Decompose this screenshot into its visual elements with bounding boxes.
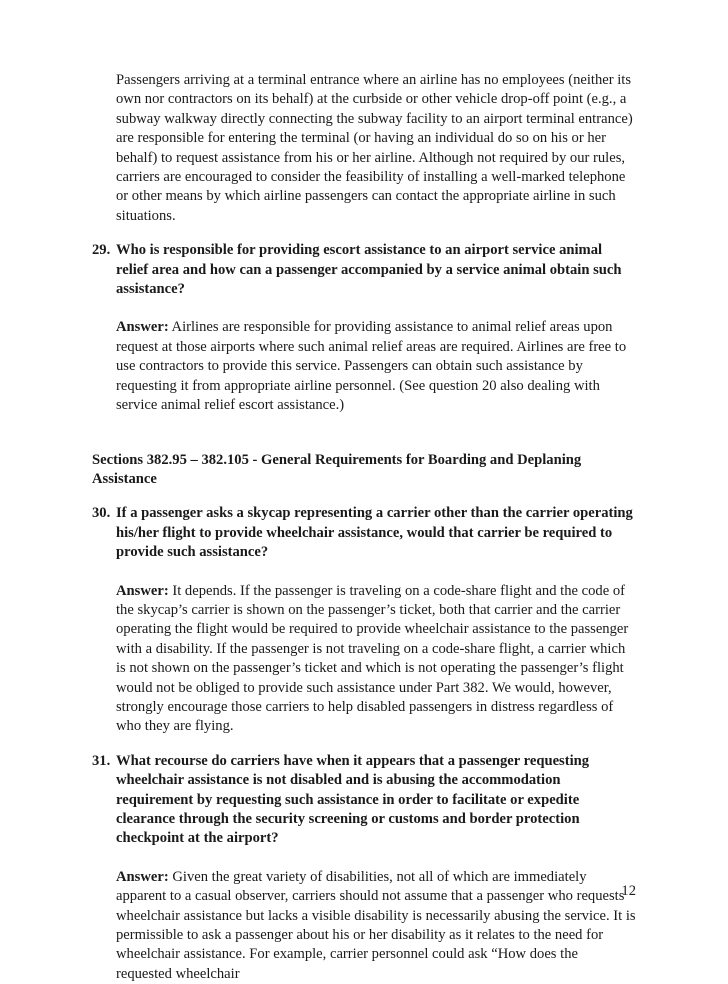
question-text: Who is responsible for providing escort assistance to an airport service animal relief area and how can a passenger accompanied by a service animal obtain such assistance? bbox=[116, 242, 622, 298]
question-number: 30. bbox=[92, 505, 111, 522]
answer-31 bbox=[116, 868, 637, 984]
answer-29 bbox=[116, 318, 637, 415]
intro-paragraph: Passengers arriving at a terminal entrance where an airline has no employees (neither its own nor contractors on its behalf) at the curbside or other vehicle drop-off point (e.g., a subway walkway directly connecting the subway facility to an airport terminal entrance) are responsible for entering the terminal (or having an individual do so on his or her behalf) to request assistance from his or her airline. Although not required by our rules, carriers are encouraged to consider the feasibility of installing a well-marked telephone or other means by which airline passengers can contact the appropriate airline in such situations. bbox=[116, 72, 633, 224]
answer-text: Airlines are responsible for providing assistance to animal relief areas upon request at those airports where such animal relief areas are required. Airlines are free to use contractors to provide this service. Passengers can obtain such assistance by requesting it from appropriate airline personnel. (See question 20 also dealing with service animal relief escort assistance.) bbox=[116, 319, 627, 414]
document-page bbox=[92, 71, 637, 984]
question-text: If a passenger asks a skycap representing a carrier other than the carrier operating his/her flight to provide wheelchair assistance, would that carrier be required to provide such assistance? bbox=[116, 505, 633, 561]
page-number: 12 bbox=[621, 883, 636, 899]
answer-text: Given the great variety of disabilities, not all of which are immediately apparent to a casual observer, carriers should not assume that a passenger who requests wheelchair assistance but lacks a visible disability is necessarily abusing the service. It is permissible to ask a passenger about his or her disability as it relates to the need for wheelchair assistance. For example, carrier personnel could ask “How does the requested wheelchair bbox=[116, 868, 636, 982]
question-31 bbox=[92, 752, 637, 849]
section-heading: Sections 382.95 – 382.105 - General Requirements for Boarding and Deplaning Assistance bbox=[92, 451, 582, 487]
answer-label: Answer: bbox=[116, 868, 169, 885]
answer-label: Answer: bbox=[116, 582, 169, 599]
question-text: What recourse do carriers have when it appears that a passenger requesting wheelchair assistance is not disabled and is abusing the accommodation requirement by requesting such assistance in order to facilitate or expedite clearance through the security screening or customs and border protection checkpoint at the airport? bbox=[116, 752, 590, 847]
answer-label: Answer: bbox=[116, 319, 169, 336]
question-number: 29. bbox=[92, 242, 111, 259]
question-number: 31. bbox=[92, 752, 111, 769]
question-29 bbox=[92, 241, 637, 299]
question-30 bbox=[92, 504, 637, 562]
answer-text: It depends. If the passenger is traveling on a code-share flight and the code of the skycap’s carrier is shown on the passenger’s ticket, both that carrier and the carrier operating the flight would be required to provide wheelchair assistance to the passenger with a disability. If the passenger is not traveling on a code-share flight, a carrier which is not shown on the passenger’s ticket and which is not operating the passenger’s flight would not be obliged to provide such assistance under Part 382. We would, however, strongly encourage those carriers to help disabled passengers in distress regardless of who they are flying. bbox=[116, 582, 629, 735]
answer-30 bbox=[116, 582, 637, 737]
